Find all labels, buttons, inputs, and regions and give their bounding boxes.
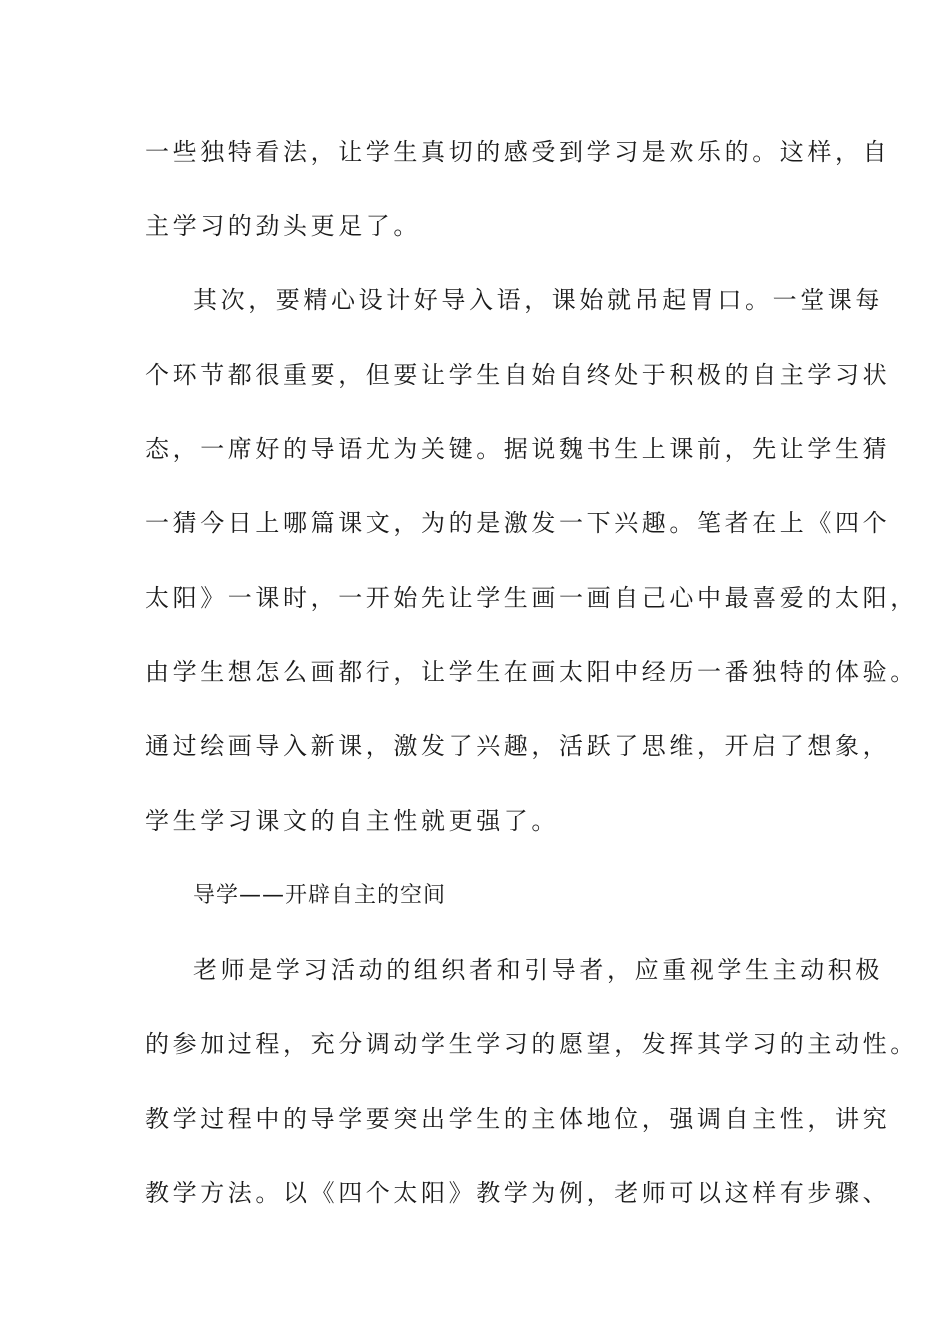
text-line: 一些独特看法，让学生真切的感受到学习是欢乐的。这样，自: [145, 138, 891, 166]
section-heading: 导学——开辟自主的空间: [193, 883, 447, 908]
text-line: 主学习的劲头更足了。: [145, 212, 421, 240]
text-line: 通过绘画导入新课，激发了兴趣，活跃了思维，开启了想象，: [145, 732, 891, 760]
text-line: 学生学习课文的自主性就更强了。: [145, 807, 559, 835]
text-line: 一猜今日上哪篇课文，为的是激发一下兴趣。笔者在上《四个: [145, 509, 891, 537]
text-line: 教学方法。以《四个太阳》教学为例，老师可以这样有步骤、: [145, 1179, 891, 1207]
paragraph-start-line: 其次，要精心设计好导入语，课始就吊起胃口。一堂课每: [193, 286, 883, 314]
text-line: 教学过程中的导学要突出学生的主体地位，强调自主性，讲究: [145, 1105, 891, 1133]
text-line: 态，一席好的导语尤为关键。据说魏书生上课前，先让学生猜: [145, 435, 891, 463]
text-line: 由学生想怎么画都行，让学生在画太阳中经历一番独特的体验。: [145, 658, 918, 686]
text-line: 的参加过程，充分调动学生学习的愿望，发挥其学习的主动性。: [145, 1030, 918, 1058]
paragraph-start-line: 老师是学习活动的组织者和引导者，应重视学生主动积极: [193, 956, 883, 984]
text-line: 太阳》一课时，一开始先让学生画一画自己心中最喜爱的太阳，: [145, 584, 918, 612]
text-line: 个环节都很重要，但要让学生自始自终处于积极的自主学习状: [145, 361, 891, 389]
